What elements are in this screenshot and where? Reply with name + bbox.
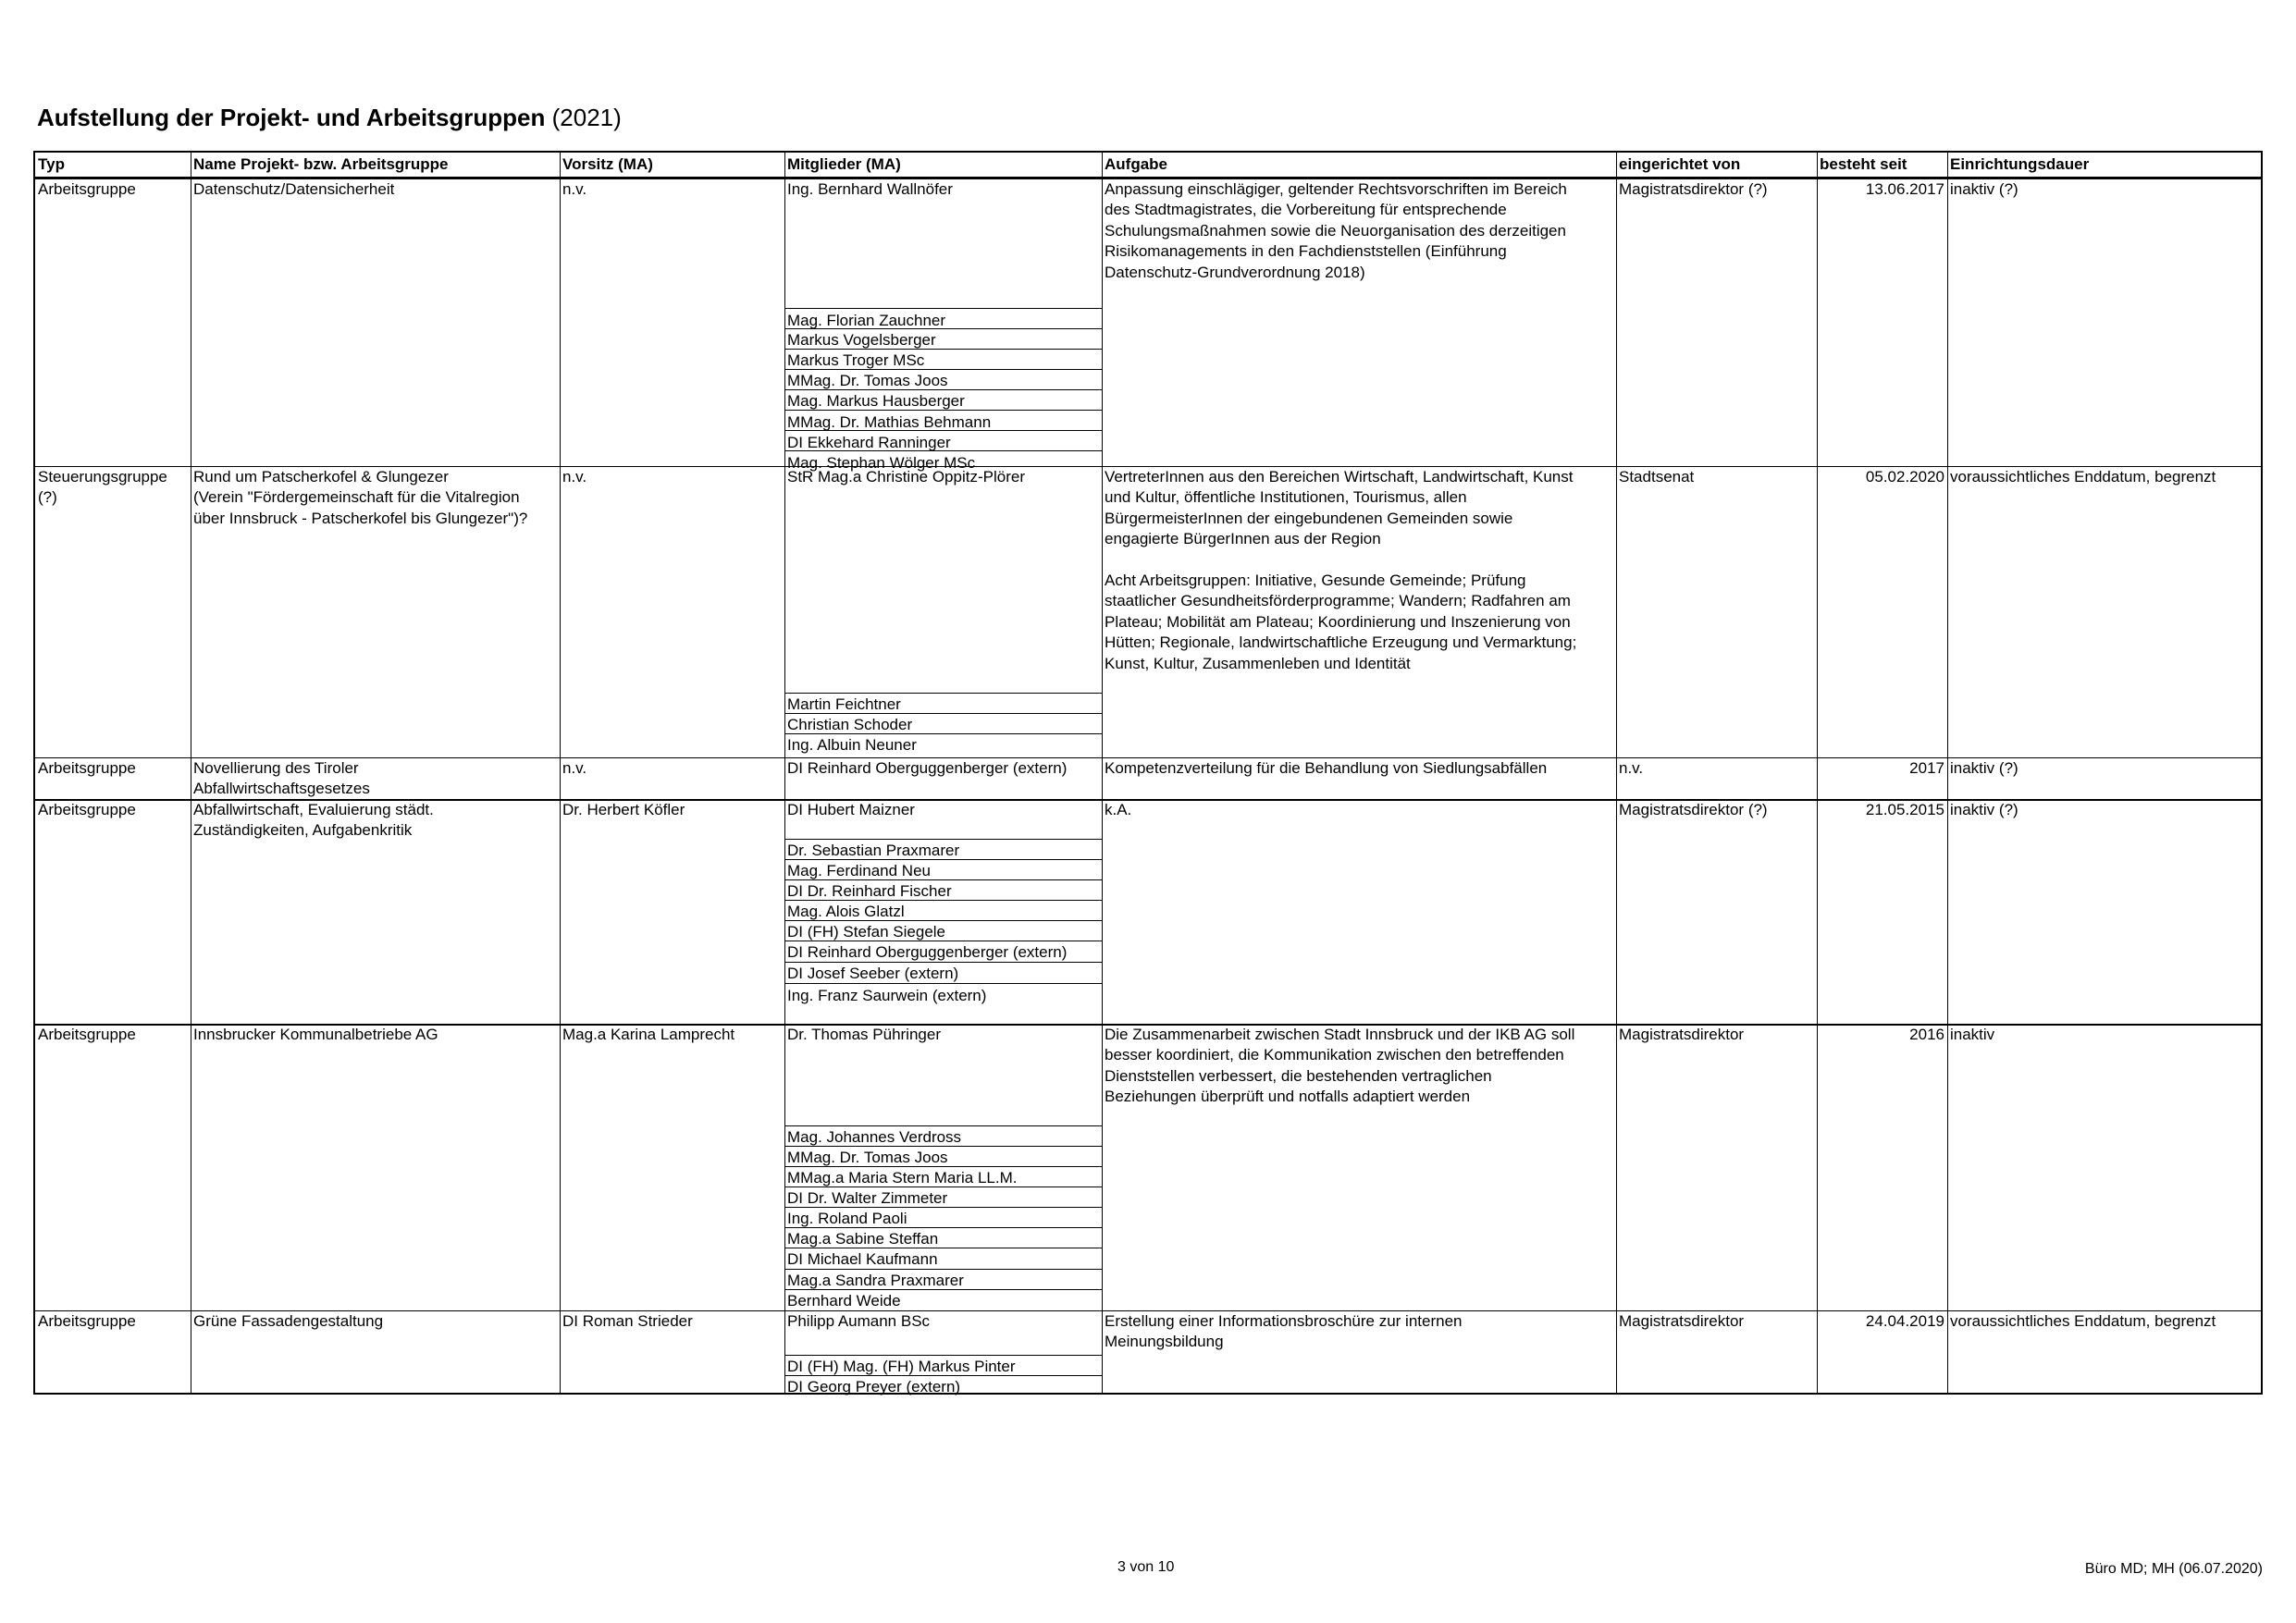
member-name: Markus Vogelsberger	[787, 331, 936, 349]
member-name: Dr. Sebastian Praxmarer	[787, 842, 960, 859]
since-cell: 05.02.2020	[1865, 468, 1944, 486]
since-cell: 21.05.2015	[1865, 801, 1944, 818]
header-mitglieder: Mitglieder (MA)	[787, 155, 901, 173]
task-cell: Erstellung einer Informationsbroschüre zur internen Meinungsbildung	[1105, 1312, 1463, 1351]
group-name-cell: Grüne Fassadengestaltung	[193, 1312, 384, 1330]
member-name: Dr. Thomas Pühringer	[787, 1026, 941, 1043]
member-divider	[784, 839, 1102, 840]
member-name: Mag. Johannes Verdross	[787, 1128, 962, 1146]
member-divider	[784, 983, 1102, 984]
task-cell: Anpassung einschlägiger, geltender Rechtsvorschriften im Bereich des Stadtmagistrates, die Vorbereitung für entsprechende Schulungsmaßnahmen sowie die Neuorganisation des derzeitigen Risikomanagements in den Fachdienststellen (Einführung Datenschutz-Grundverordnung 2018)	[1105, 180, 1567, 281]
member-name: Ing. Bernhard Wallnöfer	[787, 180, 953, 198]
type-cell: Arbeitsgruppe	[38, 759, 136, 777]
member-divider	[784, 733, 1102, 734]
member-divider	[784, 410, 1102, 411]
member-name: Martin Feichtner	[787, 695, 901, 713]
since-cell: 2017	[1909, 759, 1944, 777]
type-cell: Arbeitsgruppe	[38, 180, 136, 198]
member-name: DI Reinhard Oberguggenberger (extern)	[787, 759, 1068, 777]
since-cell: 24.04.2019	[1865, 1312, 1944, 1330]
chair-cell: Dr. Herbert Köfler	[562, 801, 685, 818]
member-name: DI Ekkehard Ranninger	[787, 434, 951, 451]
member-divider	[784, 713, 1102, 714]
member-divider	[784, 920, 1102, 921]
member-divider	[784, 962, 1102, 963]
established-by-cell: Magistratsdirektor	[1619, 1312, 1745, 1330]
header-name: Name Projekt- bzw. Arbeitsgruppe	[193, 155, 449, 173]
member-divider	[784, 369, 1102, 370]
header-eingerichtet: eingerichtet von	[1619, 155, 1741, 173]
page-title	[37, 102, 622, 133]
task-cell: VertreterInnen aus den Bereichen Wirtschaft, Landwirtschaft, Kunst und Kultur, öffentliche Institutionen, Tourismus, allen BürgermeisterInnen der eingebundenen Gemeinden sowie engagierte BürgerInnen aus der Region Acht Arbeitsgruppen: Initiative, Gesunde Gemeinde; Prüfung staatlicher Gesundheitsförderprogramme; Wandern; Radfahren am Plateau; Mobilität am Plateau; Koordinierung und Inszenierung von Hütten; Regionale, landwirtschaftliche Erzeugung und Vermarktung; Kunst, Kultur, Zusammenleben und Identität	[1105, 468, 1577, 672]
task-cell: Kompetenzverteilung für die Behandlung von Siedlungsabfällen	[1105, 759, 1548, 777]
group-name-cell: Datenschutz/Datensicherheit	[193, 180, 395, 198]
type-cell: Arbeitsgruppe	[38, 801, 136, 818]
page-number: 3 von 10	[1117, 1559, 1175, 1575]
established-by-cell: Magistratsdirektor	[1619, 1026, 1745, 1043]
duration-cell: inaktiv (?)	[1950, 180, 2018, 198]
header-vorsitz: Vorsitz (MA)	[562, 155, 653, 173]
group-name-cell: Innsbrucker Kommunalbetriebe AG	[193, 1026, 438, 1043]
group-name-cell: Novellierung des Tiroler Abfallwirtschaftsgesetzes	[193, 759, 370, 798]
type-cell: Steuerungsgruppe (?)	[38, 468, 167, 507]
member-name: MMag. Dr. Mathias Behmann	[787, 413, 992, 431]
member-divider	[784, 1166, 1102, 1167]
chair-cell: n.v.	[562, 180, 587, 198]
member-name: MMag. Dr. Tomas Joos	[787, 1149, 948, 1166]
member-divider	[784, 1207, 1102, 1208]
member-name: Mag.a Sandra Praxmarer	[787, 1272, 964, 1289]
member-name: DI Michael Kaufmann	[787, 1250, 938, 1268]
member-divider	[784, 1355, 1102, 1356]
header-typ: Typ	[38, 155, 65, 173]
member-name: MMag.a Maria Stern Maria LL.M.	[787, 1169, 1018, 1187]
member-divider	[784, 693, 1102, 694]
type-cell: Arbeitsgruppe	[38, 1312, 136, 1330]
member-name: Mag. Alois Glatzl	[787, 903, 905, 920]
member-name: DI Josef Seeber (extern)	[787, 965, 959, 982]
duration-cell: inaktiv	[1950, 1026, 1995, 1043]
member-name: Mag.a Sabine Steffan	[787, 1230, 939, 1248]
member-name: Mag. Florian Zauchner	[787, 312, 946, 329]
member-divider	[784, 1227, 1102, 1228]
chair-cell: n.v.	[562, 759, 587, 777]
since-cell: 2016	[1909, 1026, 1944, 1043]
chair-cell: Mag.a Karina Lamprecht	[562, 1026, 735, 1043]
task-cell: k.A.	[1105, 801, 1132, 818]
member-name: Mag. Markus Hausberger	[787, 392, 965, 410]
established-by-cell: Magistratsdirektor (?)	[1619, 180, 1768, 198]
established-by-cell: n.v.	[1619, 759, 1644, 777]
type-cell: Arbeitsgruppe	[38, 1026, 136, 1043]
table-header	[35, 153, 2261, 179]
header-seit: besteht seit	[1820, 155, 1907, 173]
group-name-cell: Rund um Patscherkofel & Glungezer (Verein "Fördergemeinschaft für die Vitalregion über Innsbruck - Patscherkofel bis Glungezer")?	[193, 468, 528, 527]
member-divider	[784, 859, 1102, 860]
member-name: Philipp Aumann BSc	[787, 1312, 931, 1330]
member-name: DI Hubert Maizner	[787, 801, 915, 818]
member-name: Ing. Albuin Neuner	[787, 736, 917, 754]
member-name: Christian Schoder	[787, 716, 913, 733]
member-name: DI (FH) Mag. (FH) Markus Pinter	[787, 1358, 1016, 1375]
project-groups-table	[33, 151, 2263, 1395]
member-name: Bernhard Weide	[787, 1292, 901, 1309]
document-source: Büro MD; MH (06.07.2020)	[2084, 1561, 2263, 1577]
header-dauer: Einrichtungsdauer	[1950, 155, 2090, 173]
member-name: DI Georg Preyer (extern)	[787, 1378, 961, 1396]
established-by-cell: Stadtsenat	[1619, 468, 1695, 486]
member-divider	[784, 1146, 1102, 1147]
member-divider	[784, 1375, 1102, 1376]
member-divider	[784, 1289, 1102, 1290]
group-name-cell: Abfallwirtschaft, Evaluierung städt. Zuständigkeiten, Aufgabenkritik	[193, 801, 434, 840]
duration-cell: inaktiv (?)	[1950, 801, 2018, 818]
member-name: Mag. Stephan Wölger MSc	[787, 454, 976, 472]
member-name: Ing. Franz Saurwein (extern)	[787, 987, 987, 1004]
chair-cell: DI Roman Strieder	[562, 1312, 693, 1330]
member-divider	[784, 879, 1102, 880]
title-main: Aufstellung der Projekt- und Arbeitsgruppen	[37, 104, 546, 131]
duration-cell: inaktiv (?)	[1950, 759, 2018, 777]
duration-cell: voraussichtliches Enddatum, begrenzt	[1950, 1312, 2216, 1330]
member-divider	[784, 349, 1102, 350]
title-year: (2021)	[545, 104, 622, 131]
member-name: DI (FH) Stefan Siegele	[787, 923, 946, 941]
duration-cell: voraussichtliches Enddatum, begrenzt	[1950, 468, 2216, 486]
member-name: DI Dr. Reinhard Fischer	[787, 882, 952, 900]
member-name: Mag. Ferdinand Neu	[787, 862, 931, 879]
header-aufgabe: Aufgabe	[1105, 155, 1167, 173]
member-divider	[784, 308, 1102, 309]
member-divider	[784, 430, 1102, 431]
member-divider	[784, 450, 1102, 451]
member-divider	[784, 328, 1102, 329]
since-cell: 13.06.2017	[1865, 180, 1944, 198]
member-name: StR Mag.a Christine Oppitz-Plörer	[787, 468, 1025, 486]
chair-cell: n.v.	[562, 468, 587, 486]
task-cell: Die Zusammenarbeit zwischen Stadt Innsbruck und der IKB AG soll besser koordiniert, die Kommunikation zwischen den betreffenden Dienststellen verbessert, die bestehenden vertraglichen Beziehungen überprüft und notfalls adaptiert werden	[1105, 1026, 1575, 1106]
member-name: MMag. Dr. Tomas Joos	[787, 372, 948, 389]
established-by-cell: Magistratsdirektor (?)	[1619, 801, 1768, 818]
member-name: Markus Troger MSc	[787, 351, 925, 369]
member-divider	[784, 389, 1102, 390]
member-name: DI Reinhard Oberguggenberger (extern)	[787, 943, 1068, 961]
member-name: Ing. Roland Paoli	[787, 1210, 907, 1227]
member-divider	[784, 1125, 1102, 1126]
member-divider	[784, 1269, 1102, 1270]
member-name: DI Dr. Walter Zimmeter	[787, 1189, 948, 1207]
member-divider	[784, 900, 1102, 901]
